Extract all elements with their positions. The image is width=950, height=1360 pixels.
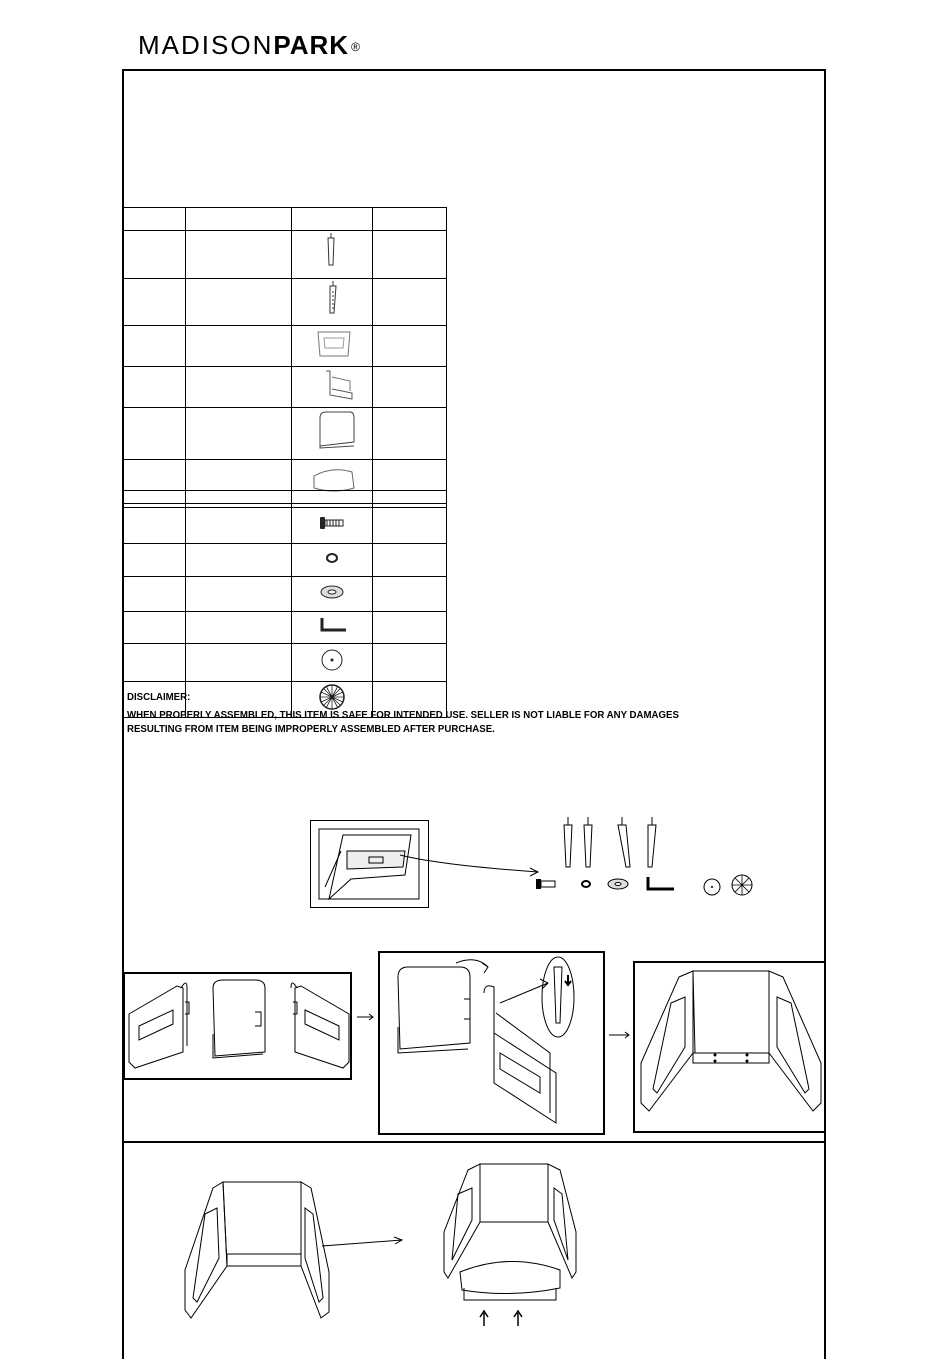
hardware-kit-illustration xyxy=(530,815,760,905)
table-row xyxy=(124,544,447,577)
hardware-table xyxy=(123,490,447,718)
disclaimer xyxy=(127,690,679,736)
table-row xyxy=(124,644,447,682)
table-row xyxy=(124,367,447,408)
table-row xyxy=(124,612,447,644)
table-row xyxy=(124,326,447,367)
table-row xyxy=(124,577,447,612)
disc-icon xyxy=(291,644,372,682)
backrest-icon xyxy=(291,408,372,460)
arrow-step-3-4 xyxy=(609,1030,633,1040)
table-row xyxy=(124,231,447,279)
arrow-step-5-6 xyxy=(322,1236,408,1252)
step-4-assembled-frame xyxy=(633,961,826,1133)
disclaimer-line-2: RESULTING FROM ITEM BEING IMPROPERLY ASSEMBLED AFTER PURCHASE. xyxy=(127,723,495,735)
table-row xyxy=(124,208,447,231)
brand-logo xyxy=(138,30,361,61)
back-leg-icon xyxy=(291,279,372,326)
left-arm xyxy=(129,983,189,1068)
right-arm xyxy=(291,983,349,1068)
disclaimer-line-1: WHEN PROPERLY ASSEMBLED, THIS ITEM IS SAFE FOR INTENDED USE. SELLER IS NOT LIABLE FOR ANY DAMAGES xyxy=(127,709,679,721)
brand-name-bold: PARK xyxy=(273,30,350,60)
push-up-arrows xyxy=(476,1308,536,1328)
brand-name-light: MADISON xyxy=(138,30,274,60)
leg-group xyxy=(564,817,656,867)
disclaimer-heading: DISCLAIMER: xyxy=(127,691,191,703)
step-6-seat-installed xyxy=(440,1160,580,1328)
flat-washer-icon xyxy=(291,577,372,612)
lock-washer-icon xyxy=(291,544,372,577)
arrow-step-2-3 xyxy=(357,1012,377,1022)
left-arm-icon xyxy=(291,326,372,367)
front-leg-icon xyxy=(291,231,372,279)
right-arm-icon xyxy=(291,367,372,408)
parts-table xyxy=(123,207,447,504)
backrest xyxy=(213,980,265,1058)
step-2-parts xyxy=(123,972,352,1080)
table-row xyxy=(124,408,447,460)
bolt-icon xyxy=(291,508,372,544)
allen-wrench-icon xyxy=(291,612,372,644)
registered-mark: ® xyxy=(351,40,362,55)
table-row xyxy=(124,491,447,508)
arrow-to-hardware xyxy=(400,850,540,880)
section-divider xyxy=(122,1141,826,1143)
step-5-frame xyxy=(183,1178,335,1330)
step-3-attach-backrest xyxy=(378,951,605,1135)
table-row xyxy=(124,279,447,326)
table-row xyxy=(124,508,447,544)
